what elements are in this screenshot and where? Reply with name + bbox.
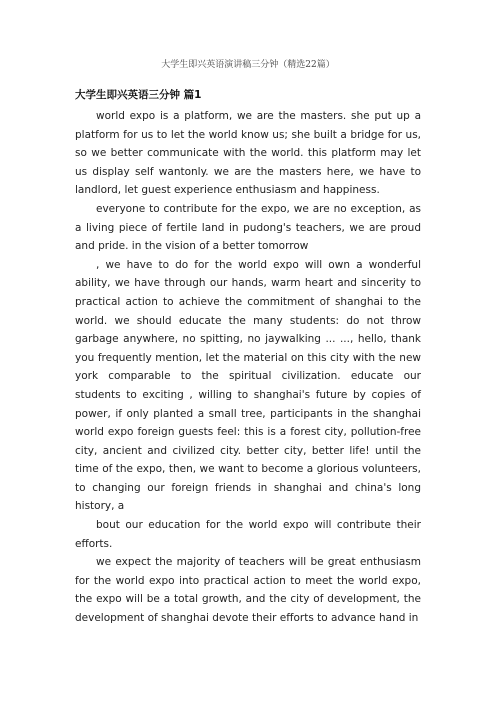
document-body [75, 107, 421, 628]
section-title: 大学生即兴英语三分钟 篇1 [75, 89, 202, 101]
paragraph: we expect the majority of teachers will be great enthusiasm for the world expo into practical action to meet the world expo, the expo will be a total growth, and the city of development, the development of shanghai devote their efforts to advance hand in [75, 556, 421, 625]
running-header: 大学生即兴英语演讲稿三分钟（精选22篇） [161, 60, 335, 70]
paragraph: everyone to contribute for the expo, we are no exception, as a living piece of fertile land in pudong's teachers, we are proud and pride. in the vision of a better tomorrow [75, 202, 421, 253]
paragraph: bout our education for the world expo will contribute their efforts. [75, 519, 421, 550]
paragraph: world expo is a platform, we are the masters. she put up a platform for us to let the world know us; she built a bridge for us, so we better communicate with the world. this platform may let us display self wantonly. we are the masters here, we have to landlord, let guest experience enthusiasm and happiness. [75, 110, 421, 197]
paragraph: , we have to do for the world expo will own a wonderful ability, we have through our hands, warm heart and sincerity to practical action to achieve the commitment of shanghai to the world. we should educate the many students: do not throw garbage anywhere, no spitting, no jaywalking ... ..., hello, thank you frequently mention, let the material on this city with the new york comparable to the spiritual civilization. educate our students to exciting , willing to shanghai's future by copies of power, if only planted a small tree, participants in the shanghai world expo foreign guests feel: this is a forest city, pollution-free city, ancient and civilized city. better city, better life! until the time of the expo, then, we want to become a glorious volunteers, to changing our foreign friends in shanghai and china's long history, a [75, 258, 421, 513]
